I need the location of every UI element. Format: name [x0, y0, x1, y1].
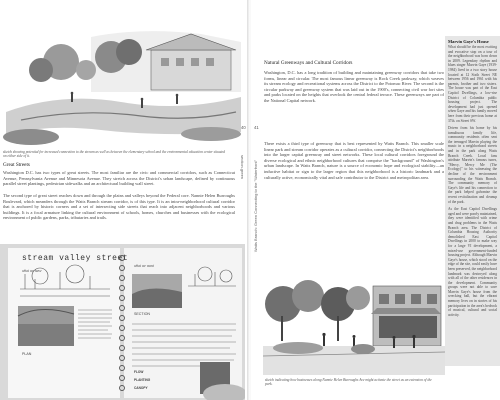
greenways-heading: Natural Greenways and Cultural Corridors: [264, 60, 353, 66]
greenways-paragraph-1: Washington, D.C. has a long tradition of building and maintaining greenway corridors that take two forms, linear and circular. The most famous linear greenway is Rock Creek parkway, which weaves its stream ecology and recreational systems across the District to the Potomac River. The second is the circular parkway and greenway system that was laid out in the 1900's, connecting civil war fort sites and parks located on the heights that overlook the central federal terrace. These greenways are part of the National Capital network.: [264, 70, 444, 103]
notebook-section-label: SECTION: [134, 312, 150, 316]
avenue-businesses-sketch: [263, 276, 445, 375]
bottom-sketch-caption: sketch indicating how businesses along Nannie Helen Burroughs Ave might activate the street as an extension of the park.: [265, 378, 432, 387]
left-page-number: 40: [241, 125, 246, 130]
sidebar-paragraph-1: What should be the most exciting and evocative stop on a tour of the neighborhood was born down in 2009. Legendary rhythm and blues singer Marvin Gaye (1939-1984) lived in a two story house located at 12 Sixth Street NE between 1956 and 1961 with his parents, brother and two sisters. The house was part of the East Capitol Dwellings, a low-rise District of Columbia public housing project. The development had just opened when Gaye and his family moved here from their previous home at 37th. on Street SW.: [448, 45, 497, 123]
greenways-paragraph-2: There exists a third type of greenway that is best represented by Watts Branch. This smaller scale linear park and stream corridor operates as a cultural corridor, connecting the District's neighborhoods into the larger capital greenway and street networks. These local cultural corridors foreground the diverse ecological and ethnic neighborhood cultures that comprise the "background" of Washington's urban landscape. In Watts Branch, nature is a source of economic hope and ecological stability—an inductive habitat or sign to the larger region that this neighborhood is a historic landmark and a culturally active, economically vital and safe contributor to the District and metropolitan area.: [264, 141, 444, 180]
notebook-planting-label: PLANTING: [134, 378, 151, 382]
sidebar-paragraph-3: As the East Capitol Dwellings aged and were poorly maintained, they were identified with crime and drug problems in the Watts Branch area. The District of Columbia Housing Authority demolished East Capitol Dwellings in 2000 to make way for a large VI development, a mixed-use government-funded housing project. Although Marvin Gaye's house, which stood on the edge of the site, could easily have been preserved, the neighborhood landmark was destroyed along with all of the other residences in the development. Community groups were not able to save Marvin Gaye's house from the wrecking ball, but the vibrant memory lives on in stories of his participation in the area's bedrock of musical, cultural and social activity.: [448, 207, 497, 317]
notebook-canopy-label: CANOPY: [134, 386, 148, 390]
notebook-photo: [0, 244, 245, 400]
left-section-tab-label: section.green: [240, 155, 245, 180]
top-sketch-caption: sketch showing potential for increased connection to the stream as well as between the elementary school and the environmental education center situated on either side of it.: [3, 150, 226, 159]
notebook-right-label: what we want: [134, 264, 154, 268]
marvin-gaye-sidebar: [445, 36, 500, 366]
right-section-tab-label: Watts Branch: Green Connecting to the "Waterfront": [253, 160, 258, 253]
notebook-flow-label: FLOW: [134, 370, 144, 374]
left-page: [0, 0, 249, 400]
notebook-plan-label: PLAN: [22, 352, 32, 356]
right-page-number: 41: [254, 125, 259, 130]
right-section-tab: [253, 160, 258, 252]
stream-school-sketch: [1, 22, 244, 148]
great-streets-heading: Great Streets: [3, 162, 30, 168]
left-section-tab: [240, 155, 245, 179]
notebook-title: stream valley street: [22, 254, 129, 263]
sidebar-paragraph-2: Driven from his home by his tumultuous family life, community residents often sent the teenaged Marvin playing the music in a neighborhood streets and in the park along Watts Branch Creek. Local fans attribute Marvin's famous tunes, "Mercy, Mercy Me (The Ecology)" to his witnessing the decline of the environment surrounding the Watts Branch. The community memory of Gaye's life and his connection to the park helped galvanize the recent revitalization and cleanup of the park.: [448, 126, 497, 204]
great-streets-paragraph-2: The second type of great street reaches down and through the plains and valleys beyond the Federal core. Nannie Helen Burroughs Boulevard, which meanders through the Watts Branch stream corridor, is of this type. It is an intra-neighborhood cultural corridor that is anchored by historic corners and a set of intersecting side streets that reach into adjacent neighborhoods and various buildings. It is a focal armature linking the cultural environment of schools, homes, churches and businesses with the ecological environment of public gardens, parks, tributaries and trails.: [3, 193, 235, 221]
sidebar-title: Marvin Gaye's House: [448, 39, 489, 44]
notebook-left-label: what we have: [22, 269, 42, 273]
great-streets-paragraph-1: Washington D.C. has two types of great streets. The most familiar are the civic and commercial corridors, such as Connecticut Avenue, Pennsylvania Avenue and Minnesota Avenue. They stretch across the District's urban landscape, defined by continuous parallel street plantings, pedestrian sidewalks and an architectural building wall street.: [3, 170, 235, 187]
